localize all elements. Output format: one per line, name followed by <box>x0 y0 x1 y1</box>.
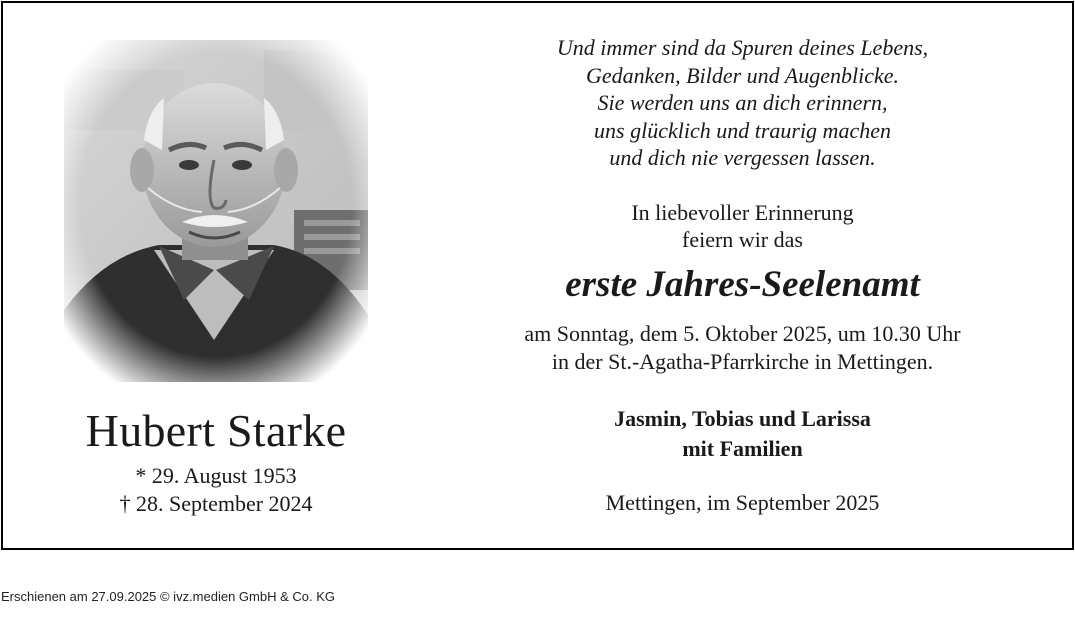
intro-line: feiern wir das <box>682 227 803 252</box>
life-dates <box>40 462 392 518</box>
remembrance-intro <box>440 199 1045 253</box>
deceased-name: Hubert Starke <box>85 405 347 456</box>
service-details <box>440 320 1045 376</box>
intro-line: In liebevoller Erinnerung <box>631 200 854 225</box>
memorial-poem <box>440 34 1045 172</box>
signers-line: mit Familien <box>682 436 803 461</box>
poem-line: Gedanken, Bilder und Augenblicke. <box>586 62 899 88</box>
birth-date: * 29. August 1953 <box>135 463 297 488</box>
place-and-date: Mettingen, im September 2025 <box>605 490 880 515</box>
publication-footer: Erschienen am 27.09.2025 © ivz.medien GmbH & Co. KG <box>1 589 336 604</box>
signers-line: Jasmin, Tobias und Larissa <box>614 406 871 431</box>
poem-line: und dich nie vergessen lassen. <box>609 145 876 170</box>
poem-line: Sie werden uns an dich erinnern, <box>597 90 888 115</box>
signers <box>440 404 1045 464</box>
event-title: erste Jahres-Seelenamt <box>565 264 920 305</box>
portrait-photo <box>64 40 368 382</box>
details-line: am Sonntag, dem 5. Oktober 2025, um 10.30 Uhr <box>524 321 961 346</box>
death-date: † 28. September 2024 <box>119 491 313 516</box>
poem-line: uns glücklich und traurig machen <box>594 117 891 143</box>
poem-line: Und immer sind da Spuren deines Lebens, <box>556 35 929 60</box>
details-line: in der St.-Agatha-Pfarrkirche in Mettingen. <box>551 349 934 374</box>
